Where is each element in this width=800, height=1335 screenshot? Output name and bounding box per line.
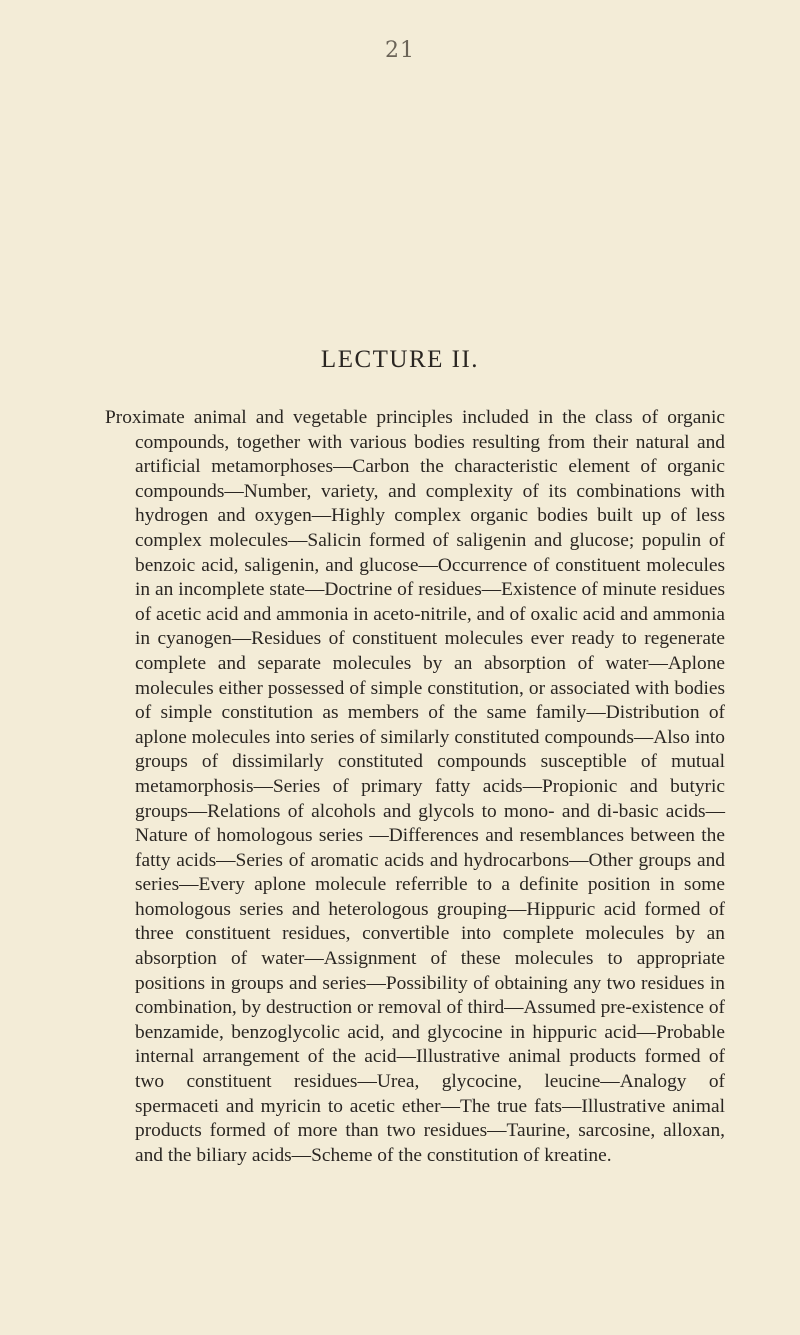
page-number: 21 (385, 38, 415, 63)
lecture-synopsis: Proximate animal and vegetable principles included in the class of organic compounds, together with various bodies resulting from their natural and artificial metamorphoses—Carbon the characteristic element of organic compounds—Number, variety, and complexity of its combinations with hydrogen and oxygen—Highly complex organic bodies built up of less complex molecules—Salicin formed of saligenin and glucose; populin of benzoic acid, saligenin, and glucose—Occurrence of constituent molecules in an incomplete state—Doctrine of residues—Existence of minute residues of acetic acid and ammonia in aceto-nitrile, and of oxalic acid and ammonia in cyanogen—Residues of constituent molecules ever ready to regenerate complete and separate molecules by an absorption of water—Aplone molecules either possessed of simple constitution, or associated with bodies of simple constitution as members of the same family—Distribution of aplone molecules into series of similarly constituted compounds—Also into groups of dissimilarly constituted compounds susceptible of mutual metamorphosis—Series of primary fatty acids—Propionic and butyric groups—Relations of alcohols and glycols to mono- and di-basic acids—Nature of homologous series —Differences and resemblances between the fatty acids—Series of aromatic acids and hydrocarbons—Other groups and series—Every aplone molecule referrible to a definite position in some homologous series and heterologous grouping—Hippuric acid formed of three constituent residues, convertible into complete molecules by an absorption of water—Assignment of these molecules to appropriate positions in groups and series—Possibility of obtaining any two residues in combination, by destruction or removal of third—Assumed pre-existence of benzamide, benzoglycolic acid, and glycocine in hippuric acid—Probable internal arrangement of the acid—Illustrative animal products formed of two constituent residues—Urea, glycocine, leucine—Analogy of spermaceti and myricin to acetic ether—The true fats—Illustrative animal products formed of more than two residues—Taurine, sarcosine, alloxan, and the biliary acids—Scheme of the constitution of kreatine. (105, 407, 725, 1166)
lecture-heading: LECTURE II. (320, 346, 480, 373)
